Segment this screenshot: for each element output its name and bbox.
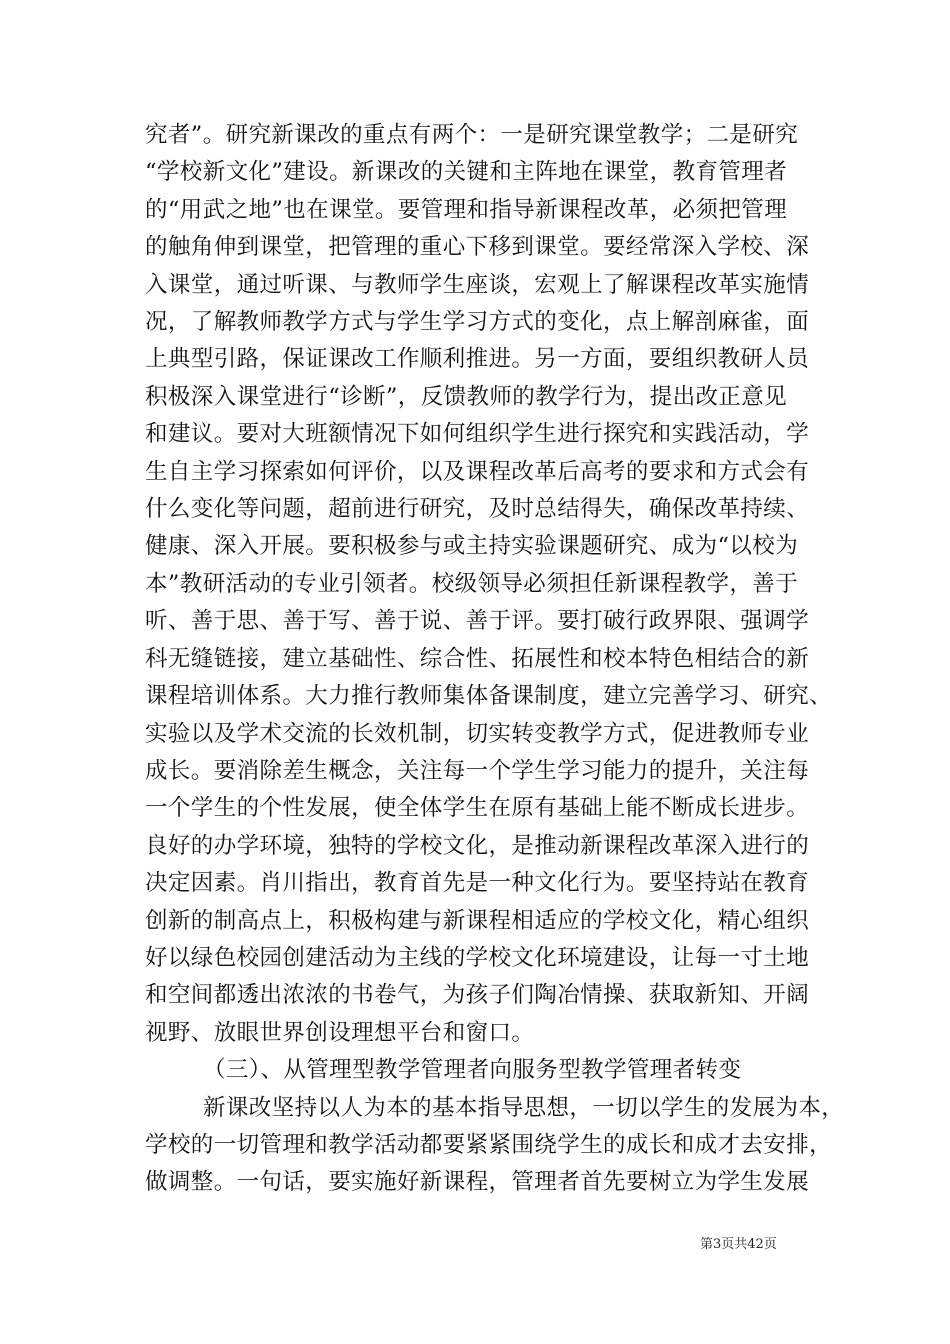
text-line-2: “学校新文化”建设。新课改的关键和主阵地在课堂，教育管理者 (145, 159, 788, 186)
text-line-10: 生自主学习探索如何评价，以及课程改革后高考的要求和方式会有 (145, 458, 810, 485)
text-line-20: 良好的办学环境，独特的学校文化，是推动新课程改革深入进行的 (145, 832, 810, 859)
text-line-11: 什么变化等问题，超前进行研究，及时总结得失，确保改革持续、 (145, 496, 810, 523)
text-line-15: 科无缝链接，建立基础性、综合性、拓展性和校本特色相结合的新 (145, 645, 810, 672)
text-line-4: 的触角伸到课堂，把管理的重心下移到课堂。要经常深入学校、深 (145, 234, 810, 261)
text-line-13: 本”教研活动的专业引领者。校级领导必须担任新课程教学，善于 (145, 570, 799, 597)
document-body (145, 117, 845, 1202)
text-line-18: 成长。要消除差生概念，关注每一个学生学习能力的提升，关注每 (145, 757, 810, 784)
text-line-1: 究者”。研究新课改的重点有两个：一是研究课堂教学；二是研究 (145, 122, 799, 148)
paragraph-line-3: 做调整。一句话，要实施好新课程，管理者首先要树立为学生发展 (145, 1169, 810, 1196)
paragraph-line-2: 学校的一切管理和教学活动都要紧紧围绕学生的成长和成才去安排， (145, 1131, 833, 1158)
text-line-16: 课程培训体系。大力推行教师集体备课制度，建立完善学习、研究、 (145, 683, 833, 710)
text-line-14: 听、善于思、善于写、善于说、善于评。要打破行政界限、强调学 (145, 608, 810, 635)
text-line-3: 的“用武之地”也在课堂。要管理和指导新课程改革，必须把管理 (145, 196, 788, 223)
text-line-19: 一个学生的个性发展，使全体学生在原有基础上能不断成长进步。 (145, 795, 810, 822)
paragraph-line-1: 新课改坚持以人为本的基本指导思想，一切以学生的发展为本， (203, 1094, 845, 1121)
text-line-6: 况，了解教师教学方式与学生学习方式的变化，点上解剖麻雀，面 (145, 309, 810, 336)
text-line-23: 好以绿色校园创建活动为主线的学校文化环境建设，让每一寸土地 (145, 944, 810, 971)
text-line-17: 实验以及学术交流的长效机制，切实转变教学方式，促进教师专业 (145, 720, 810, 747)
text-line-9: 和建议。要对大班额情况下如何组织学生进行探究和实践活动，学 (145, 421, 810, 448)
text-line-21: 决定因素。肖川指出，教育首先是一种文化行为。要坚持站在教育 (145, 870, 810, 897)
text-line-7: 上典型引路，保证课改工作顺利推进。另一方面，要组织教研人员 (145, 346, 810, 373)
section-heading: （三）、从管理型教学管理者向服务型教学管理者转变 (203, 1057, 742, 1084)
text-line-25: 视野、放眼世界创设理想平台和窗口。 (145, 1019, 535, 1046)
text-line-22: 创新的制高点上，积极构建与新课程相适应的学校文化，精心组织 (145, 907, 810, 934)
text-line-12: 健康、深入开展。要积极参与或主持实验课题研究、成为“以校为 (145, 533, 799, 560)
text-line-5: 入课堂，通过听课、与教师学生座谈，宏观上了解课程改革实施情 (145, 271, 810, 298)
text-line-24: 和空间都透出浓浓的书卷气，为孩子们陶冶情操、获取新知、开阔 (145, 982, 810, 1009)
page-number-footer: 第3页共42页 (700, 1237, 777, 1252)
text-line-8: 积极深入课堂进行“诊断”，反馈教师的教学行为，提出改正意见 (145, 383, 788, 410)
